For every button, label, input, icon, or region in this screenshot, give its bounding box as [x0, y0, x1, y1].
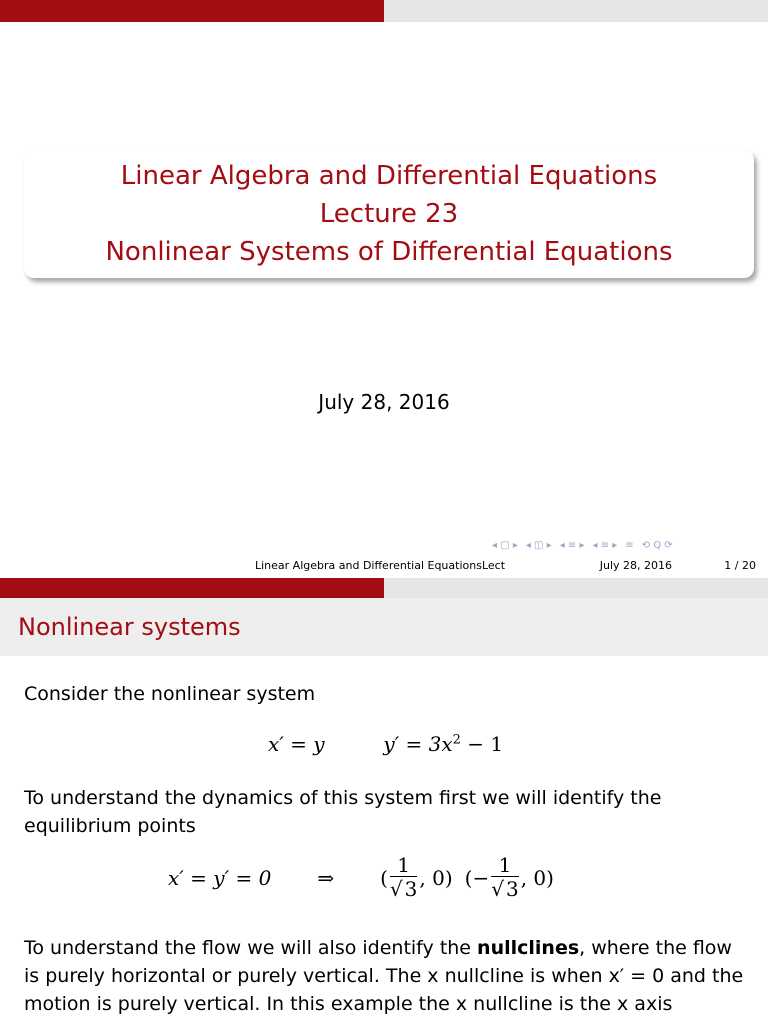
system-equation: [268, 732, 503, 756]
footline: [0, 556, 768, 578]
nullcline-paragraph: To understand the flow we will also identify the nullclines, where the flow is purely horizontal or purely vertical. The x nullcline is when x′ = 0 and the motion is purely vertical. In this example the x nullcline is the x axis: [24, 937, 744, 1015]
implies-arrow: ⇒: [317, 865, 335, 890]
header-bar: [0, 0, 768, 22]
header-bar: [0, 578, 768, 598]
equilibrium-equation: x′ = y′ = 0 ⇒ ( $\frac{1}{√ 3}$ , 0) (− $\frac{1}{√ 3}$ , 0): [168, 853, 554, 901]
nav-frame-icon[interactable]: ◂ ▢ ▸: [492, 539, 518, 551]
eq-exponent: 2: [452, 732, 461, 748]
footer-page-number: 1 / 20: [724, 559, 756, 572]
nav-section-icon[interactable]: ◂ ≡ ▸: [559, 539, 585, 551]
eq-tail: − 1: [460, 732, 504, 756]
eq-y-prime: y′ = 3x: [383, 732, 453, 756]
footer-date: July 28, 2016: [599, 559, 672, 572]
footer-short-title: Linear Algebra and Differential EquationsLect: [255, 559, 506, 572]
header-bar-red: [0, 0, 384, 22]
intro-text: Consider the nonlinear system: [24, 683, 316, 705]
frame-title: Nonlinear systems: [18, 613, 241, 641]
nav-appendix-icon[interactable]: ≡: [625, 539, 634, 551]
fraction-negative: $\frac{1}{√ 3}$: [491, 853, 519, 901]
equilibrium-paragraph: To understand the dynamics of this system first we will identify the equilibrium points: [24, 787, 662, 837]
nav-subsection-icon[interactable]: ◂ ◫ ▸: [525, 539, 552, 551]
content-slide: [0, 578, 768, 1024]
presentation-date: July 28, 2016: [318, 390, 450, 414]
nullclines-term: nullclines: [477, 937, 580, 959]
frame-title-band: [0, 598, 768, 656]
eq-x-prime: x′ = y: [268, 732, 325, 756]
nav-document-icon[interactable]: ◂ ≡ ▸: [592, 539, 618, 551]
nav-search-icon[interactable]: ⟲ Q ⟳: [641, 539, 673, 551]
header-bar-red: [0, 578, 384, 598]
eq2-lhs: x′ = y′ = 0: [168, 865, 272, 890]
header-bar-grey: [384, 0, 768, 22]
title-block: [24, 150, 754, 278]
fraction-positive: $\frac{1}{√ 3}$: [389, 853, 418, 901]
title-line-topic: Nonlinear Systems of Differential Equations: [105, 237, 673, 267]
title-line-lecture: Lecture 23: [319, 199, 459, 229]
title-line-course: Linear Algebra and Differential Equations: [120, 161, 658, 191]
header-bar-grey: [384, 578, 768, 598]
beamer-navigation[interactable]: [492, 537, 762, 553]
